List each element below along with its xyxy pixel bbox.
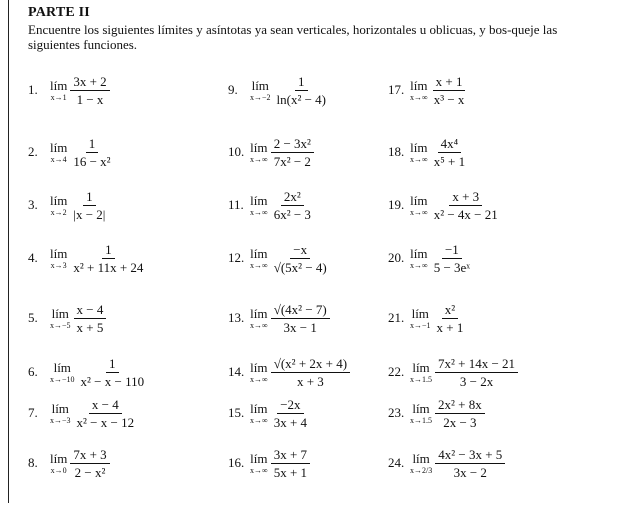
limit-operator xyxy=(50,247,67,270)
fraction xyxy=(431,137,468,168)
fraction xyxy=(434,303,467,334)
fraction xyxy=(431,190,501,221)
limit-subscript: x→∞ xyxy=(250,320,268,330)
numerator: x − 4 xyxy=(89,398,122,414)
exercise-item xyxy=(28,238,146,278)
limit-subscript: x→4 xyxy=(50,154,67,164)
numerator: 2 − 3x² xyxy=(271,137,314,153)
limit-subscript: x→−3 xyxy=(50,415,71,425)
limit-word: lím xyxy=(410,245,428,261)
limit-operator xyxy=(410,452,432,475)
exercise-item xyxy=(28,393,137,433)
fraction xyxy=(435,398,485,429)
exercise-number: 18. xyxy=(388,144,405,159)
limit-subscript: x→∞ xyxy=(250,415,268,425)
exercise-number: 5. xyxy=(28,310,38,325)
fraction xyxy=(435,448,505,479)
limit-subscript: x→∞ xyxy=(250,374,268,384)
denominator: √(5x² − 4) xyxy=(273,259,327,275)
limit-subscript: x→1.5 xyxy=(410,415,432,425)
exercise-number: 6. xyxy=(28,364,38,379)
numerator: 1 xyxy=(295,75,308,91)
limit-subscript: x→∞ xyxy=(250,465,268,475)
numerator: 3x + 2 xyxy=(70,75,109,91)
limit-operator xyxy=(410,247,428,270)
numerator: 1 xyxy=(102,243,115,259)
limit-word: lím xyxy=(250,192,268,208)
denominator: 3x + 4 xyxy=(273,414,308,430)
exercise-item xyxy=(228,70,329,110)
limit-word: lím xyxy=(50,245,68,261)
fraction xyxy=(78,357,148,388)
exercise-number: 16. xyxy=(228,455,245,470)
denominator: x + 5 xyxy=(76,319,104,335)
limit-subscript: x→∞ xyxy=(250,207,268,217)
exercise-number: 21. xyxy=(388,310,405,325)
exercise-number: 19. xyxy=(388,197,405,212)
exercise-number: 23. xyxy=(388,405,405,420)
limit-word: lím xyxy=(412,450,430,466)
denominator: x² − x − 110 xyxy=(80,373,145,389)
fraction xyxy=(271,303,330,334)
exercise-item xyxy=(28,443,110,483)
limit-subscript: x→∞ xyxy=(410,92,428,102)
limit-operator xyxy=(250,402,268,425)
exercise-number: 4. xyxy=(28,250,38,265)
exercise-item xyxy=(228,185,314,225)
numerator: x + 1 xyxy=(433,75,466,91)
limit-operator xyxy=(250,307,268,330)
exercise-number: 12. xyxy=(228,250,245,265)
denominator: 1 − x xyxy=(76,91,104,107)
limit-word: lím xyxy=(410,139,428,155)
denominator: x + 1 xyxy=(436,319,464,335)
exercise-number: 9. xyxy=(228,82,238,97)
limit-subscript: x→1 xyxy=(50,92,67,102)
denominator: x⁵ + 1 xyxy=(433,153,466,169)
denominator: x + 3 xyxy=(296,373,324,389)
limit-subscript: x→2 xyxy=(50,207,67,217)
exercise-number: 1. xyxy=(28,82,38,97)
exercise-item xyxy=(28,298,106,338)
limit-operator xyxy=(50,79,67,102)
exercise-number: 11. xyxy=(228,197,244,212)
fraction xyxy=(70,243,146,274)
exercise-item xyxy=(28,132,114,172)
limit-operator xyxy=(410,194,428,217)
exercise-number: 24. xyxy=(388,455,405,470)
limit-operator xyxy=(250,361,268,384)
exercise-item xyxy=(388,298,466,338)
denominator: x² − 4x − 21 xyxy=(433,206,498,222)
denominator: 2x − 3 xyxy=(443,414,477,430)
denominator: ln(x² − 4) xyxy=(276,91,327,107)
denominator: |x − 2| xyxy=(73,206,106,222)
limit-subscript: x→∞ xyxy=(250,154,268,164)
limit-operator xyxy=(410,141,428,164)
fraction xyxy=(74,398,138,429)
fraction xyxy=(435,357,518,388)
limit-word: lím xyxy=(51,305,69,321)
numerator: 7x² + 14x − 21 xyxy=(435,357,518,373)
denominator: 16 − x² xyxy=(73,153,111,169)
fraction xyxy=(271,243,330,274)
numerator: 2x² xyxy=(281,190,304,206)
limit-operator xyxy=(250,247,268,270)
limit-operator xyxy=(250,452,268,475)
numerator: 1 xyxy=(106,357,119,373)
numerator: √(4x² − 7) xyxy=(271,303,330,319)
numerator: 4x² − 3x + 5 xyxy=(435,448,505,464)
fraction xyxy=(271,448,310,479)
limit-word: lím xyxy=(250,359,268,375)
limit-word: lím xyxy=(250,450,268,466)
numerator: −1 xyxy=(442,243,462,259)
exercise-number: 14. xyxy=(228,364,245,379)
exercise-item xyxy=(388,443,505,483)
limit-subscript: x→∞ xyxy=(410,207,428,217)
numerator: x + 3 xyxy=(449,190,482,206)
limit-word: lím xyxy=(51,400,69,416)
denominator: 5x + 1 xyxy=(273,464,308,480)
exercise-number: 3. xyxy=(28,197,38,212)
numerator: 1 xyxy=(83,190,96,206)
exercise-number: 15. xyxy=(228,405,245,420)
limit-word: lím xyxy=(250,305,268,321)
limit-subscript: x→−5 xyxy=(50,320,71,330)
limit-operator xyxy=(250,194,268,217)
exercise-item xyxy=(388,352,518,392)
exercise-number: 17. xyxy=(388,82,405,97)
denominator: 3 − 2x xyxy=(459,373,494,389)
numerator: 2x² + 8x xyxy=(435,398,485,414)
limit-word: lím xyxy=(412,400,430,416)
limit-subscript: x→−10 xyxy=(50,374,75,384)
numerator: 4x⁴ xyxy=(438,137,462,153)
limit-operator xyxy=(410,402,432,425)
exercise-item xyxy=(228,298,330,338)
limit-word: lím xyxy=(50,450,68,466)
numerator: 7x + 3 xyxy=(70,448,109,464)
limit-subscript: x→∞ xyxy=(410,154,428,164)
fraction xyxy=(271,137,314,168)
limit-operator xyxy=(410,79,428,102)
limit-word: lím xyxy=(50,192,68,208)
limit-word: lím xyxy=(410,192,428,208)
exercise-item xyxy=(28,70,110,110)
left-margin-rule xyxy=(8,0,9,503)
fraction xyxy=(271,357,350,388)
limit-word: lím xyxy=(412,359,430,375)
exercise-item xyxy=(228,393,310,433)
limit-subscript: x→1.5 xyxy=(410,374,432,384)
fraction xyxy=(70,448,109,479)
denominator: 3x − 2 xyxy=(453,464,487,480)
limit-word: lím xyxy=(50,139,68,155)
fraction xyxy=(431,243,473,274)
exercise-item xyxy=(388,70,467,110)
limit-operator xyxy=(250,141,268,164)
limit-operator xyxy=(50,194,67,217)
exercise-number: 22. xyxy=(388,364,405,379)
exercise-item xyxy=(228,352,350,392)
limit-subscript: x→−2 xyxy=(250,92,271,102)
fraction xyxy=(74,303,107,334)
exercise-number: 7. xyxy=(28,405,38,420)
limit-word: lím xyxy=(411,305,429,321)
exercise-item xyxy=(228,238,330,278)
limit-word: lím xyxy=(410,77,428,93)
limit-operator xyxy=(50,361,75,384)
limit-subscript: x→∞ xyxy=(410,260,428,270)
numerator: √(x² + 2x + 4) xyxy=(271,357,350,373)
fraction xyxy=(70,190,108,221)
fraction xyxy=(70,137,113,168)
exercise-item xyxy=(388,393,485,433)
exercise-item xyxy=(28,352,147,392)
denominator: 5 − 3eˣ xyxy=(433,259,471,275)
denominator: 2 − x² xyxy=(74,464,106,480)
limit-subscript: x→∞ xyxy=(250,260,268,270)
limit-operator xyxy=(410,307,431,330)
denominator: 3x − 1 xyxy=(283,319,317,335)
exercise-number: 8. xyxy=(28,455,38,470)
numerator: x − 4 xyxy=(74,303,107,319)
denominator: x² + 11x + 24 xyxy=(73,259,144,275)
exercise-item xyxy=(388,185,501,225)
fraction xyxy=(70,75,109,106)
fraction xyxy=(431,75,468,106)
limit-word: lím xyxy=(250,245,268,261)
limit-operator xyxy=(250,79,271,102)
limit-word: lím xyxy=(251,77,269,93)
numerator: 1 xyxy=(86,137,99,153)
limit-subscript: x→0 xyxy=(50,465,67,475)
numerator: −2x xyxy=(277,398,303,414)
limit-operator xyxy=(50,141,67,164)
exercise-item xyxy=(388,238,473,278)
numerator: −x xyxy=(290,243,310,259)
limit-word: lím xyxy=(53,359,71,375)
exercise-item xyxy=(228,132,314,172)
fraction xyxy=(271,398,310,429)
limit-subscript: x→2/3 xyxy=(410,465,433,475)
exercise-number: 13. xyxy=(228,310,245,325)
limit-word: lím xyxy=(250,400,268,416)
limit-subscript: x→−1 xyxy=(410,320,431,330)
numerator: x² xyxy=(442,303,458,319)
exercise-number: 20. xyxy=(388,250,405,265)
limit-operator xyxy=(50,307,71,330)
fraction xyxy=(274,75,330,106)
exercise-item xyxy=(28,185,108,225)
exercise-item xyxy=(388,132,468,172)
numerator: 3x + 7 xyxy=(271,448,310,464)
section-title: PARTE II xyxy=(28,5,90,20)
limit-word: lím xyxy=(250,139,268,155)
denominator: 7x² − 2 xyxy=(273,153,311,169)
limit-subscript: x→3 xyxy=(50,260,67,270)
instructions-text: Encuentre los siguientes límites y asíntotas ya sean verticales, horizontales u oblicuas, y bos-queje las siguientes funciones. xyxy=(28,22,558,52)
denominator: x³ − x xyxy=(433,91,465,107)
exercise-number: 10. xyxy=(228,144,245,159)
denominator: 6x² − 3 xyxy=(273,206,311,222)
exercise-item xyxy=(228,443,310,483)
limit-operator xyxy=(50,452,67,475)
limit-operator xyxy=(410,361,432,384)
fraction xyxy=(271,190,314,221)
limit-operator xyxy=(50,402,71,425)
exercise-number: 2. xyxy=(28,144,38,159)
denominator: x² − x − 12 xyxy=(76,414,135,430)
limit-word: lím xyxy=(50,77,68,93)
